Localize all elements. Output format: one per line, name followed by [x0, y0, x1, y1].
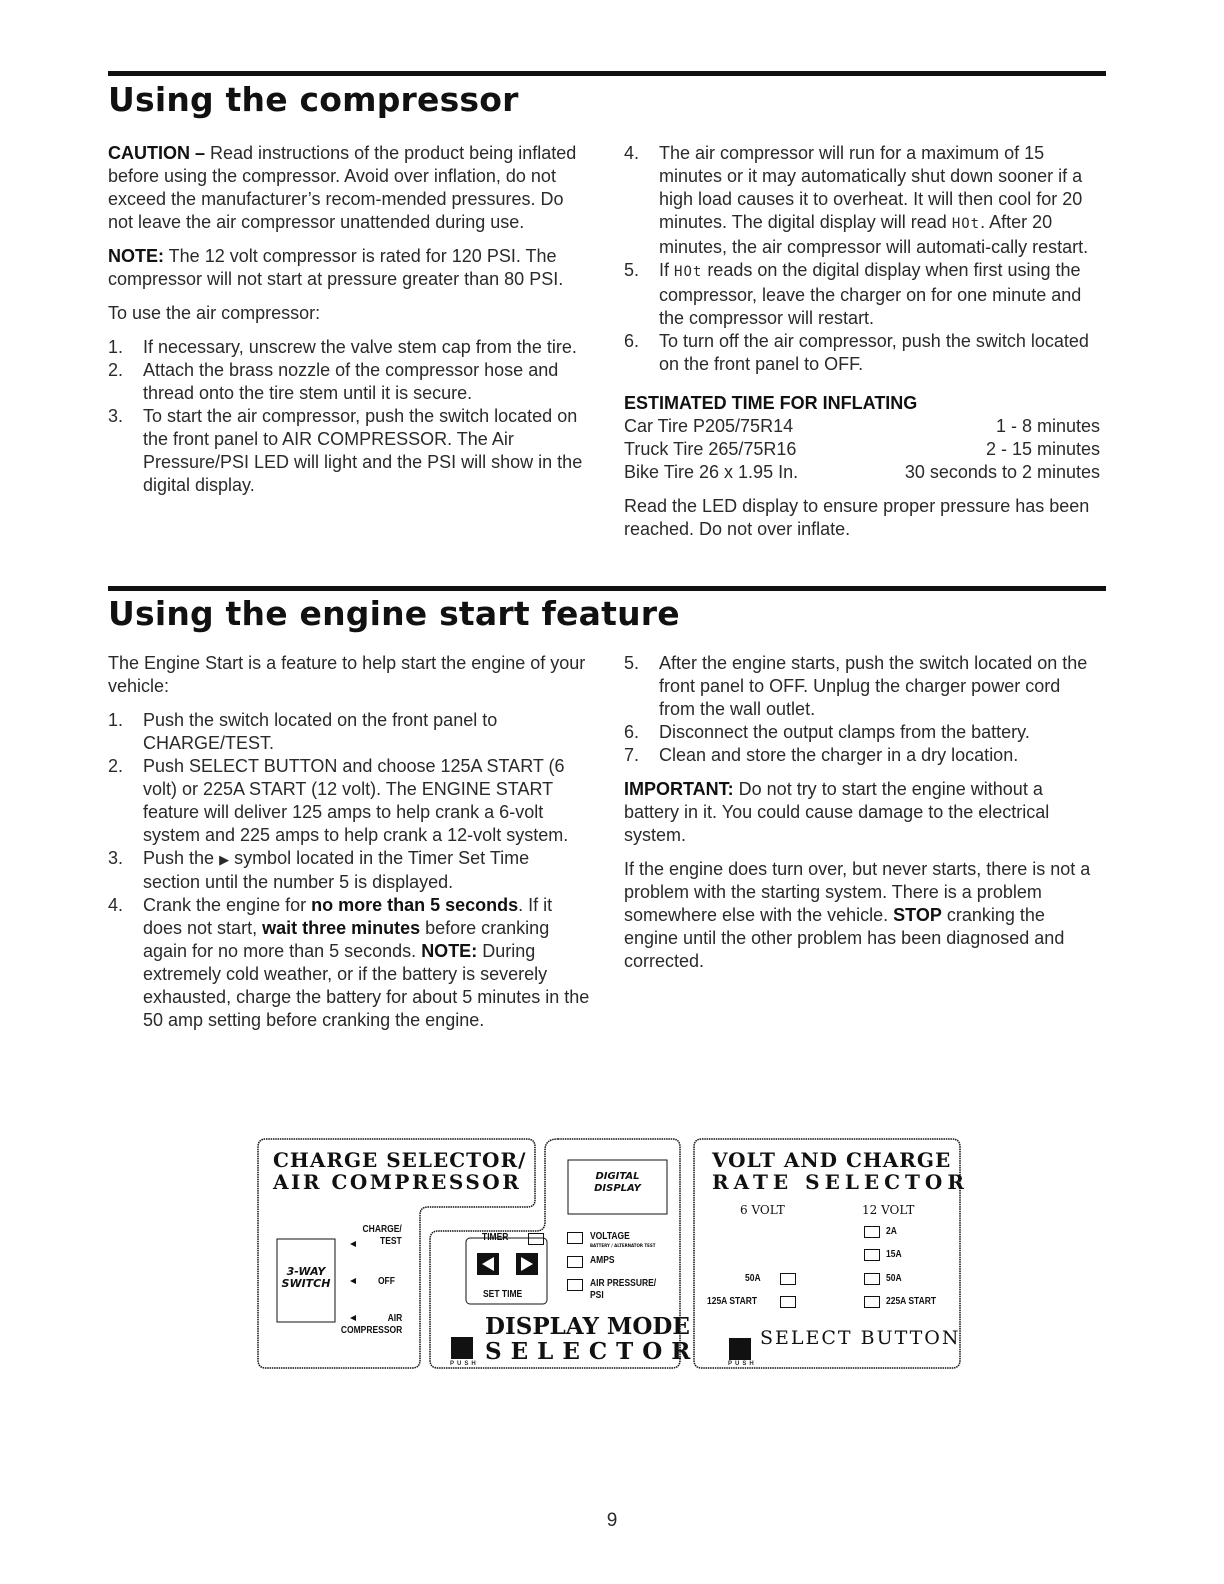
push-label: PUSH — [728, 1361, 757, 1367]
amps-led — [567, 1256, 583, 1268]
page-number: 9 — [606, 1510, 618, 1531]
note-label: NOTE: — [421, 941, 478, 961]
title-line: AIR COMPRESSOR — [273, 1170, 522, 1194]
important-label: IMPORTANT: — [624, 779, 734, 799]
list-item — [624, 330, 1100, 376]
step-number: 2. — [108, 360, 124, 380]
charge-selector-title — [273, 1149, 526, 1193]
compressor-right-column — [624, 142, 1100, 552]
important-paragraph — [624, 778, 1100, 847]
rate-12v-225a-start: 225A START — [886, 1296, 937, 1307]
step-text: To start the air compressor, push the switch located on the front panel to AIR COMPRESSOR. The Air Pressure/PSI LED will light and the PSI will show in the digital display. — [143, 406, 583, 495]
title-line: SELECTOR — [485, 1338, 700, 1365]
table-row — [624, 415, 1100, 438]
caution-text: Read instructions of the product being inflated before using the compressor. Avoid over inflation, do not exceed the manufacturer’s recom-mended pressures. Do not leave the air compressor unattended during use. — [108, 143, 577, 232]
step-number: 1. — [108, 337, 124, 357]
table-row — [624, 438, 1100, 461]
select-button-label: SELECT BUTTON — [760, 1327, 961, 1349]
caution-label: CAUTION – — [108, 143, 206, 163]
compressor-steps-cont — [624, 142, 1100, 376]
label-line: DISPLAY — [594, 1183, 641, 1194]
position-off: OFF — [377, 1276, 395, 1287]
step-number: 6. — [624, 722, 640, 742]
digital-display-label — [568, 1171, 667, 1195]
time-cell: 1 - 8 minutes — [995, 416, 1100, 436]
paragraph-text: cranking the engine until the other problem has been diagnosed and corrected. — [624, 905, 1065, 971]
compressor-steps — [108, 336, 590, 497]
step-number: 5. — [624, 653, 640, 673]
rate-6v-125a-start: 125A START — [707, 1296, 758, 1307]
list-item — [108, 405, 590, 497]
title-line: VOLT AND CHARGE — [712, 1148, 952, 1172]
left-arrow-icon — [482, 1257, 494, 1271]
step-text: Push SELECT BUTTON and choose 125A START (6 volt) or 225A START (12 volt). The ENGINE START feature will deliver 125 amps to help crank a 6-volt system and 225 amps to help crank a 12-volt system. — [143, 756, 569, 845]
amps-label: AMPS — [590, 1255, 615, 1266]
note-text: The 12 volt compressor is rated for 120 PSI. The compressor will not start at pressure greater than 80 PSI. — [108, 246, 564, 289]
position-air-compressor — [330, 1313, 402, 1337]
list-item — [624, 652, 1100, 721]
step-text: If necessary, unscrew the valve stem cap from the tire. — [143, 337, 577, 357]
step-text: reads on the digital display when first using the compressor, leave the charger on for one minute and the compressor will restart. — [659, 260, 1082, 328]
label-line: AIR — [387, 1313, 403, 1324]
section-rule — [108, 586, 1106, 591]
list-item — [624, 721, 1100, 744]
air-pressure-label — [590, 1278, 656, 1302]
led-12v-2a — [864, 1226, 880, 1238]
step-text: Attach the brass nozzle of the compressor hose and thread onto the tire stem until it is secure. — [143, 360, 559, 403]
step-text: Clean and store the charger in a dry location. — [659, 745, 1019, 765]
air-pressure-led — [567, 1279, 583, 1291]
timer-label: TIMER — [482, 1232, 509, 1243]
rate-12v-15a: 15A — [886, 1249, 902, 1260]
label-line: DIGITAL — [595, 1171, 640, 1182]
step-text: before cranking again for no more than 5 seconds. — [143, 918, 550, 961]
label-line: TEST — [380, 1236, 402, 1247]
set-time-label: SET TIME — [483, 1289, 523, 1300]
title-line: CHARGE SELECTOR/ — [273, 1148, 527, 1172]
hot-display-code: HOt — [951, 216, 981, 232]
rate-6v-50a: 50A — [745, 1273, 761, 1284]
closing-text: Read the LED display to ensure proper pressure has been reached. Do not over inflate. — [624, 496, 1090, 539]
six-volt-header: 6 VOLT — [740, 1203, 785, 1217]
step-text: Push the switch located on the front panel to CHARGE/TEST. — [143, 710, 498, 753]
engine-right-column — [624, 652, 1100, 984]
section-title-engine-start: Using the engine start feature — [108, 594, 680, 633]
twelve-volt-header: 12 VOLT — [862, 1203, 915, 1217]
important-text: Do not try to start the engine without a battery in it. You could cause damage to the electrical system. — [624, 779, 1050, 845]
tire-cell: Bike Tire 26 x 1.95 In. — [624, 462, 799, 482]
led-12v-50a — [864, 1273, 880, 1285]
tire-cell: Truck Tire 265/75R16 — [624, 439, 797, 459]
step-text: . After 20 minutes, the air compressor will automati-cally restart. — [659, 212, 1089, 257]
position-charge-test — [355, 1224, 402, 1248]
time-cell: 2 - 15 minutes — [985, 439, 1100, 459]
troubleshoot-paragraph — [624, 858, 1100, 973]
step-emphasis: wait three minutes — [262, 918, 421, 938]
step-text: After the engine starts, push the switch located on the front panel to OFF. Unplug the charger power cord from the wall outlet. — [659, 653, 1088, 719]
step-text: Crank the engine for — [143, 895, 312, 915]
rate-12v-2a: 2A — [886, 1226, 897, 1237]
section-title-compressor: Using the compressor — [108, 80, 519, 119]
step-number: 2. — [108, 756, 124, 776]
compressor-left-column — [108, 142, 590, 508]
label-line: SWITCH — [281, 1277, 331, 1290]
paragraph-text: If the engine does turn over, but never starts, there is not a problem with the starting system. There is a problem somewhere else with the vehicle. — [624, 859, 1091, 925]
step-number: 5. — [624, 260, 640, 280]
push-label: PUSH — [450, 1361, 479, 1367]
led-12v-15a — [864, 1249, 880, 1261]
list-item — [108, 755, 590, 847]
step-text: To turn off the air compressor, push the switch located on the front panel to OFF. — [659, 331, 1089, 374]
step-number: 7. — [624, 745, 640, 765]
section-rule — [108, 71, 1106, 76]
note-label: NOTE: — [108, 246, 164, 266]
list-item — [624, 259, 1100, 330]
list-item — [108, 336, 590, 359]
step-text: Disconnect the output clamps from the battery. — [659, 722, 1030, 742]
list-item — [624, 744, 1100, 767]
step-number: 3. — [108, 848, 124, 868]
engine-steps-cont — [624, 652, 1100, 767]
right-arrow-icon — [521, 1257, 533, 1271]
step-text: The air compressor will run for a maximum of 15 minutes or it may automatically shut down sooner if a high load causes it to overheat. It will then cool for 20 minutes. The digital display will read — [659, 143, 1083, 232]
list-item — [108, 894, 590, 1032]
table-row — [624, 461, 1100, 484]
timer-led — [528, 1233, 544, 1245]
step-text: If — [659, 260, 675, 280]
timer-left-button — [477, 1253, 499, 1275]
step-number: 3. — [108, 406, 124, 426]
voltage-label: VOLTAGE — [590, 1231, 630, 1242]
intro-text: To use the air compressor: — [108, 303, 321, 323]
volt-selector-title — [712, 1149, 969, 1193]
title-line: DISPLAY MODE — [485, 1313, 690, 1340]
step-number: 1. — [108, 710, 124, 730]
list-item — [108, 709, 590, 755]
engine-left-column — [108, 652, 590, 1043]
inflation-table-title: ESTIMATED TIME FOR INFLATING — [624, 393, 918, 413]
step-text: During extremely cold weather, or if the battery is severely exhausted, charge the battery for about 5 minutes in the 50 amp setting before cranking the engine. — [143, 941, 590, 1030]
list-item — [624, 142, 1100, 259]
label-line: CHARGE/ — [362, 1224, 402, 1235]
label-line: 3-WAY — [286, 1265, 326, 1278]
step-text: Push the — [143, 848, 220, 868]
display-mode-push-button[interactable] — [451, 1337, 473, 1359]
note-paragraph — [108, 245, 590, 291]
step-text: symbol located in the Timer Set Time section until the number 5 is displayed. — [143, 848, 530, 892]
step-number: 4. — [108, 895, 124, 915]
step-text: . If it does not start, — [143, 895, 553, 938]
led-6v-125a — [780, 1296, 796, 1308]
label-line: COMPRESSOR — [340, 1325, 403, 1336]
display-mode-selector-title — [485, 1314, 699, 1364]
intro-text: The Engine Start is a feature to help start the engine of your vehicle: — [108, 653, 586, 696]
inflation-table — [624, 415, 1100, 484]
select-push-button[interactable] — [729, 1338, 751, 1360]
timer-right-button — [516, 1253, 538, 1275]
voltage-led — [567, 1232, 583, 1244]
voltage-sublabel: BATTERY / ALTERNATOR TEST — [590, 1243, 656, 1248]
rate-12v-50a: 50A — [886, 1273, 902, 1284]
time-cell: 30 seconds to 2 minutes — [904, 462, 1100, 482]
step-emphasis: no more than 5 seconds — [311, 895, 519, 915]
label-line: PSI — [590, 1290, 604, 1301]
list-item — [108, 847, 590, 894]
hot-display-code: HOt — [674, 264, 703, 280]
led-6v-50a — [780, 1273, 796, 1285]
caution-paragraph — [108, 142, 590, 234]
list-item — [108, 359, 590, 405]
tire-cell: Car Tire P205/75R14 — [624, 416, 794, 436]
stop-emphasis: STOP — [893, 905, 942, 925]
play-arrow-icon: ▶ — [219, 852, 230, 867]
label-line: AIR PRESSURE/ — [590, 1278, 657, 1289]
three-way-switch-label — [279, 1266, 333, 1290]
title-line: RATE SELECTOR — [712, 1170, 969, 1194]
engine-steps — [108, 709, 590, 1032]
led-12v-225a — [864, 1296, 880, 1308]
step-number: 6. — [624, 331, 640, 351]
step-number: 4. — [624, 143, 640, 163]
